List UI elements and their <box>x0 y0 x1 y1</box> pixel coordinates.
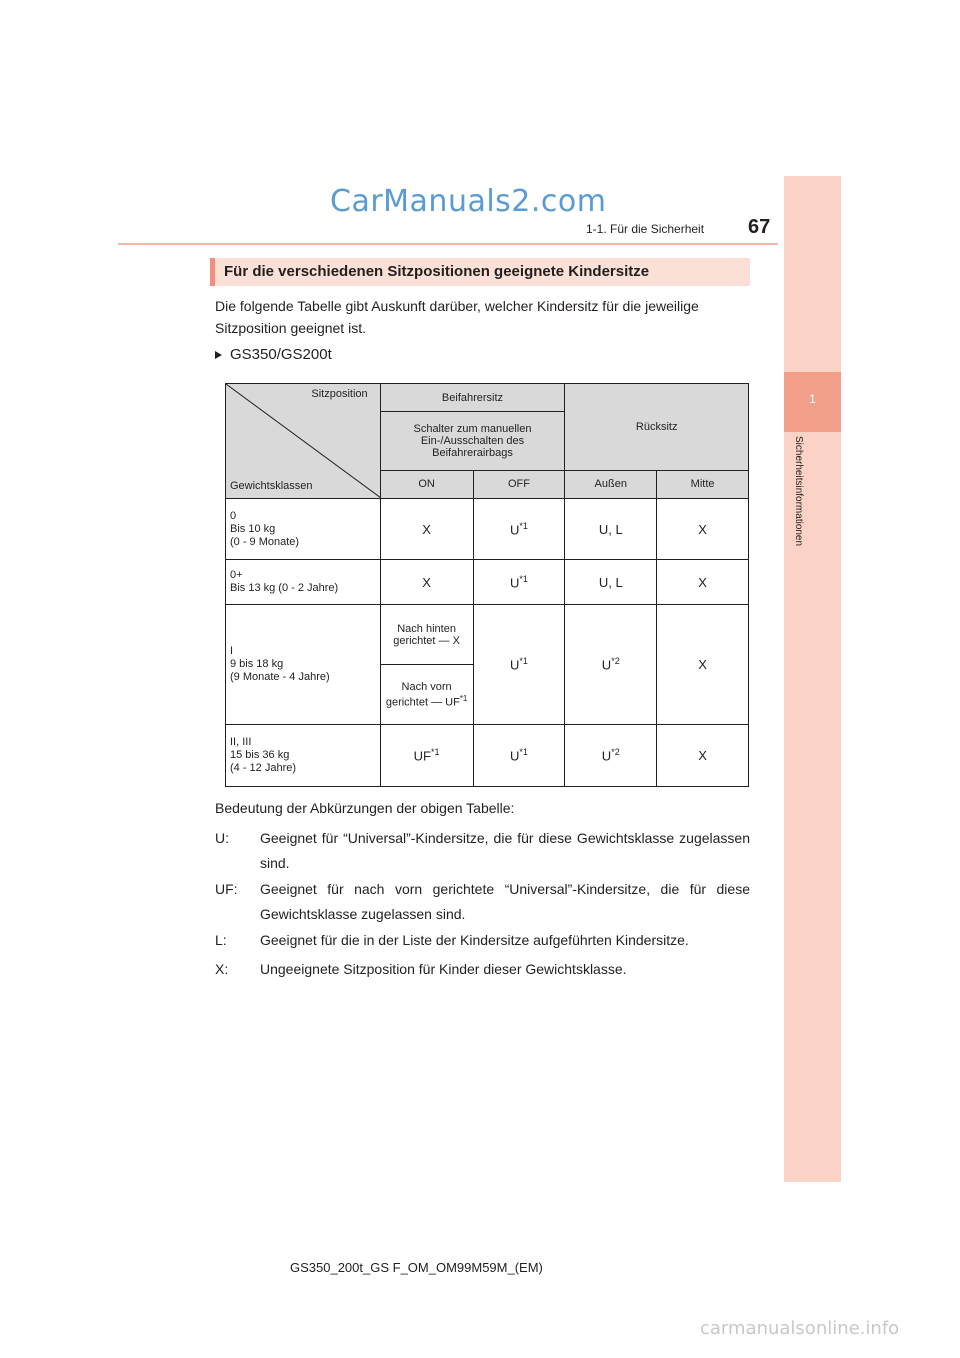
cell-off: $U^{*1}$ <box>473 725 565 787</box>
child-seat-table <box>225 383 749 787</box>
cell-mitte: X <box>657 725 749 787</box>
arrow-icon <box>215 351 222 359</box>
header-on: ON <box>380 470 473 498</box>
row-label: 0+ Bis 13 kg (0 - 2 Jahre) <box>226 560 381 605</box>
header-schalter: Schalter zum manuellen Ein-/Ausschalten des Beifahrerairbags <box>380 412 565 471</box>
legend-key: UF: <box>215 881 238 897</box>
legend-item <box>215 928 750 953</box>
legend-text: Ungeeignete Sitzposition für Kinder dieser Gewichtsklasse. <box>260 961 627 977</box>
cell-on-forward-facing: Nach vorn gerichtet — UF$^{*1}$ <box>380 665 473 725</box>
cell-aussen: U, L <box>565 499 657 560</box>
page-number: 67 <box>748 216 771 238</box>
chapter-label: Sicherheitsinformationen <box>793 436 804 547</box>
legend-text: Geeignet für “Universal”-Kindersitze, die für diese Gewichtsklasse zugelassen sind. <box>260 830 750 871</box>
footer-code: GS350_200t_GS F_OM_OM99M59M_(EM) <box>290 1260 543 1275</box>
table-row <box>226 725 749 787</box>
legend-item <box>215 826 750 876</box>
banner-accent <box>210 258 215 286</box>
legend-item <box>215 877 750 927</box>
side-strip <box>784 176 841 1182</box>
legend-key: L: <box>215 932 227 948</box>
table-row <box>226 560 749 605</box>
header-mitte: Mitte <box>657 470 749 498</box>
table-row <box>226 499 749 560</box>
intro-text: Die folgende Tabelle gibt Auskunft darüber, welcher Kindersitz für die jeweilige Sitzposition geeignet ist. <box>215 298 699 336</box>
legend-heading: Bedeutung der Abkürzungen der obigen Tabelle: <box>215 800 515 816</box>
cell-off: $U^{*1}$ <box>473 560 565 605</box>
cell-mitte: X <box>657 560 749 605</box>
cell-on: UF$^{*1}$ <box>380 725 473 787</box>
table-row <box>226 605 749 665</box>
cell-on-rear-facing: Nach hinten gerichtet — X <box>380 605 473 665</box>
header-off: OFF <box>473 470 565 498</box>
section-title: 1-1. Für die Sicherheit <box>586 222 705 236</box>
header-aussen: Außen <box>565 470 657 498</box>
watermark-logo: CarManuals2.com <box>330 184 607 219</box>
header-beifahrersitz: Beifahrersitz <box>380 384 565 412</box>
corner-bottom-label: Gewichtsklassen <box>230 480 313 492</box>
cell-off: $U^{*1}$ <box>473 605 565 725</box>
legend-key: X: <box>215 961 229 977</box>
row-label: II, III 15 bis 36 kg (4 - 12 Jahre) <box>226 725 381 787</box>
chapter-number: 1 <box>809 392 816 406</box>
header-ruecksitz: Rücksitz <box>565 384 749 471</box>
cell-mitte: X <box>657 499 749 560</box>
cell-aussen: $U^{*2}$ <box>565 725 657 787</box>
cell-mitte: X <box>657 605 749 725</box>
model-heading <box>215 346 332 363</box>
model-label: GS350/GS200t <box>230 346 332 363</box>
row-label: I 9 bis 18 kg (9 Monate - 4 Jahre) <box>226 605 381 725</box>
header-rule <box>118 243 778 245</box>
banner-title: Für die verschiedenen Sitzpositionen geeignete Kindersitze <box>224 263 650 280</box>
row-label: 0 Bis 10 kg (0 - 9 Monate) <box>226 499 381 560</box>
cell-on: X <box>380 560 473 605</box>
cell-aussen: $U^{*2}$ <box>565 605 657 725</box>
legend-text: Geeignet für die in der Liste der Kindersitze aufgeführten Kindersitze. <box>260 932 689 948</box>
watermark-bottom: carmanualsonline.info <box>700 1318 900 1339</box>
corner-cell <box>226 384 381 499</box>
legend-item <box>215 957 750 982</box>
cell-off: $U^{*1}$ <box>473 499 565 560</box>
legend-text: Geeignet für nach vorn gerichtete “Universal”-Kindersitze, die für diese Gewichtsklasse zugelassen sind. <box>260 881 750 922</box>
corner-top-label: Sitzposition <box>311 388 368 400</box>
cell-on: X <box>380 499 473 560</box>
cell-aussen: U, L <box>565 560 657 605</box>
legend-key: U: <box>215 830 229 846</box>
